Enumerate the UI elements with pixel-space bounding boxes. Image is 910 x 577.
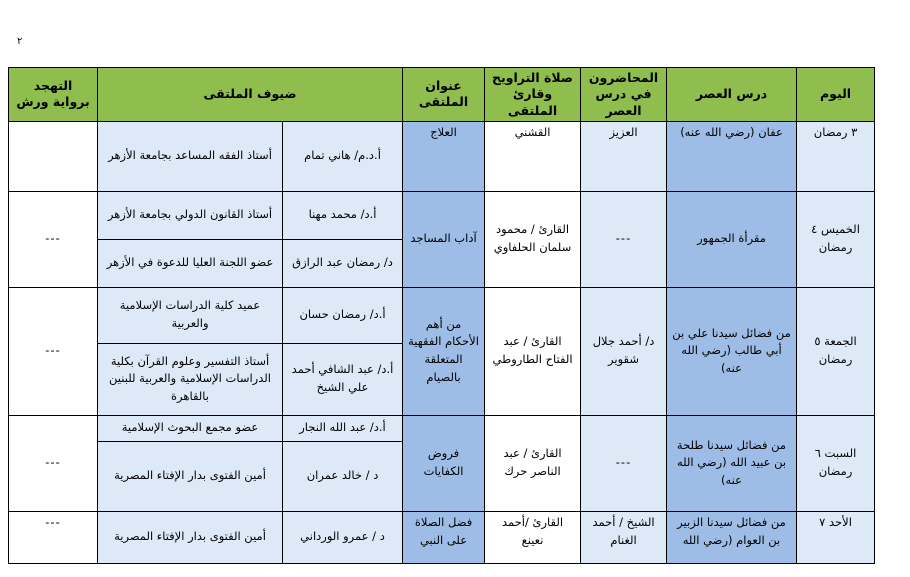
guest-title-cell: عضو اللجنة العليا للدعوة في الأزهر (98, 239, 283, 287)
forum-title-cell: من أهم الأحكام الفقهية المتعلقة بالصيام (403, 287, 485, 415)
guest-title-cell: أستاذ الفقه المساعد بجامعة الأزهر (98, 121, 283, 191)
guest-title-cell: أمين الفتوى بدار الإفتاء المصرية (98, 441, 283, 511)
tarawih-cell: القارئ / عبد الناصر حرك (485, 415, 581, 511)
day-cell: السبت ٦ رمضان (797, 415, 875, 511)
guest-name-cell: د / خالد عمران (283, 441, 403, 511)
header-asr-lesson: درس العصر (667, 68, 797, 122)
schedule-table (8, 67, 875, 564)
table-row (9, 511, 875, 563)
forum-title-cell: آداب المساجد (403, 191, 485, 287)
table-row (9, 121, 875, 191)
header-tarawih: صلاة التراويح وقارئ الملتقى (485, 68, 581, 122)
tarawih-cell: القشني (485, 121, 581, 191)
lecturer-cell: --- (581, 415, 667, 511)
header-day: اليوم (797, 68, 875, 122)
day-cell: ٣ رمضان (797, 121, 875, 191)
guest-name-cell: أ.د/ عبد الشافي أحمد علي الشيخ (283, 343, 403, 415)
header-row (9, 68, 875, 122)
day-cell: الأحد ٧ (797, 511, 875, 563)
warsh-cell: --- (9, 415, 98, 511)
tarawih-cell: القارئ / عبد الفتاح الطاروطي (485, 287, 581, 415)
lecturer-cell: --- (581, 191, 667, 287)
lecturer-cell: د/ أحمد جلال شقوير (581, 287, 667, 415)
guest-name-cell: أ.د/ محمد مهنا (283, 191, 403, 239)
header-forum-title: عنوان الملتقى (403, 68, 485, 122)
forum-title-cell: العلاج (403, 121, 485, 191)
asr-lesson-cell: مقرأة الجمهور (667, 191, 797, 287)
warsh-cell (9, 121, 98, 191)
header-warsh: التهجد برواية ورش (9, 68, 98, 122)
guest-name-cell: أ.د/ رمضان حسان (283, 287, 403, 343)
asr-lesson-cell: من فضائل سيدنا علي بن أبي طالب (رضي الله عنه) (667, 287, 797, 415)
header-asr-lecturers: المحاضرون في درس العصر (581, 68, 667, 122)
guest-title-cell: عميد كلية الدراسات الإسلامية والعربية (98, 287, 283, 343)
header-forum-guests: ضيوف الملتقى (98, 68, 403, 122)
guest-name-cell: د / عمرو الورداني (283, 511, 403, 563)
asr-lesson-cell: عفان (رضي الله عنه) (667, 121, 797, 191)
page-number: ٢ (17, 36, 23, 47)
guest-title-cell: أستاذ القانون الدولي بجامعة الأزهر (98, 191, 283, 239)
warsh-cell: --- (9, 191, 98, 287)
asr-lesson-cell: من فضائل سيدنا طلحة بن عبيد الله (رضي الله عنه) (667, 415, 797, 511)
day-cell: الجمعة ٥ رمضان (797, 287, 875, 415)
guest-name-cell: د/ رمضان عبد الرازق (283, 239, 403, 287)
table-row (9, 191, 875, 239)
guest-title-cell: أستاذ التفسير وعلوم القرآن بكلية الدراسات الإسلامية والعربية للبنين بالقاهرة (98, 343, 283, 415)
lecturer-cell: الشيخ / أحمد الغنام (581, 511, 667, 563)
day-cell: الخميس ٤ رمضان (797, 191, 875, 287)
warsh-cell: --- (9, 287, 98, 415)
tarawih-cell: القارئ / محمود سلمان الحلفاوي (485, 191, 581, 287)
asr-lesson-cell: من فضائل سيدنا الزبير بن العوام (رضي الله (667, 511, 797, 563)
guest-name-cell: أ.د/ عبد الله النجار (283, 415, 403, 441)
guest-title-cell: عضو مجمع البحوث الإسلامية (98, 415, 283, 441)
forum-title-cell: فروض الكفايات (403, 415, 485, 511)
table-row (9, 287, 875, 343)
table-row (9, 415, 875, 441)
warsh-cell: --- (9, 511, 98, 563)
lecturer-cell: العزيز (581, 121, 667, 191)
tarawih-cell: القارئ /أحمد نعينع (485, 511, 581, 563)
guest-name-cell: أ.د.م/ هاني تمام (283, 121, 403, 191)
forum-title-cell: فضل الصلاة على النبي (403, 511, 485, 563)
guest-title-cell: أمين الفتوى بدار الإفتاء المصرية (98, 511, 283, 563)
